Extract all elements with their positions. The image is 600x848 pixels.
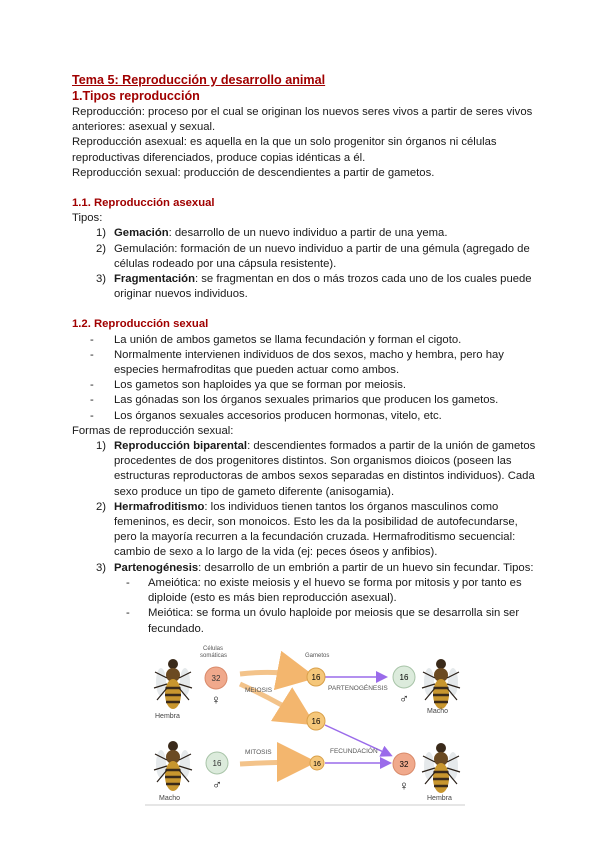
bullet-body <box>114 409 442 424</box>
svg-text:♂: ♂ <box>399 691 409 706</box>
list-item-line <box>114 226 447 241</box>
list-item <box>72 272 542 302</box>
bullet-dash: - <box>90 394 94 407</box>
document-title: Tema 5: Reproducción y desarrollo animal <box>72 73 326 87</box>
list-item <box>72 226 542 241</box>
list-item-text: : descendientes formados a partir de la unión de gametos <box>247 440 536 453</box>
bullet-line: Los gametos son haploides ya que se forman por meiosis. <box>114 379 406 392</box>
list-number: 2) <box>95 242 106 255</box>
label-hembra: Hembra <box>427 795 452 802</box>
paragraph-line: Reproducción sexual: producción de descendientes a partir de gametos. <box>72 166 435 179</box>
bullet-body <box>148 606 519 636</box>
bullet-body <box>148 576 522 606</box>
svg-text:FECUNDACIÓN: FECUNDACIÓN <box>330 748 378 755</box>
bee-hembra-icon <box>154 659 192 709</box>
bullet-line: Normalmente intervienen individuos de dos sexos, macho y hembra, pero hay <box>114 348 504 361</box>
bold-term: Partenogénesis <box>114 561 199 574</box>
list-item-line <box>114 242 530 257</box>
svg-text:16: 16 <box>313 761 321 768</box>
bullet-item <box>72 348 542 378</box>
svg-text:16: 16 <box>399 673 409 682</box>
list-item <box>72 561 542 576</box>
bullet-body <box>114 348 504 378</box>
bullet-body <box>114 333 461 348</box>
list-item-line: originar nuevos individuos. <box>114 288 248 301</box>
list-item-body <box>114 272 532 302</box>
svg-text:32: 32 <box>399 760 409 769</box>
bullet-dash: - <box>126 576 130 589</box>
svg-text:16: 16 <box>212 759 222 768</box>
tipos-label: Tipos: <box>72 212 103 225</box>
svg-text:♂: ♂ <box>212 777 222 792</box>
bullet-line: Las gónadas son los órganos sexuales primarios que producen los gametos. <box>114 394 499 407</box>
list-item <box>72 242 542 272</box>
formas-label: Formas de reproducción sexual: <box>72 424 234 437</box>
list-item-line: estructuras reproductoras de ambos sexos separadas en distintos individuos). Cada <box>114 470 535 483</box>
bold-term: Hermafroditismo <box>114 500 205 513</box>
bullet-line: Los órganos sexuales accesorios producen hormonas, vitelo, etc. <box>114 409 442 422</box>
sexual-bullets <box>72 333 542 424</box>
bullet-line: Meiótica: se forma un óvulo haploide por meiosis que se desarrolla sin ser <box>148 607 520 620</box>
svg-text:♀: ♀ <box>211 692 221 707</box>
bee-reproduction-figure <box>145 640 465 806</box>
list-item-line: procedentes de dos progenitores distintos. Son organismos dioicos (poseen las <box>114 455 512 468</box>
bullet-line: especies hermafroditas que pueden actuar como ambos. <box>114 364 400 377</box>
bullet-dash: - <box>126 607 130 620</box>
list-item-line <box>114 272 532 287</box>
svg-text:MITOSIS: MITOSIS <box>245 749 272 756</box>
list-item <box>72 500 542 561</box>
svg-text:16: 16 <box>311 673 321 682</box>
bullet-dash: - <box>90 333 94 346</box>
list-item-body <box>114 439 535 500</box>
label-macho: Macho <box>159 795 181 802</box>
bullet-item <box>72 606 542 636</box>
list-item-text: : desarrollo de un embrión a partir de un huevo sin fecundar. Tipos: <box>198 561 534 574</box>
list-item-line: sexo produce un tipo de gameto diferente (anisogamia). <box>114 485 395 498</box>
bold-term: Reproducción biparental <box>114 440 248 453</box>
list-item-line <box>114 561 533 576</box>
list-number: 1) <box>95 440 106 453</box>
bullet-dash: - <box>90 348 94 361</box>
list-item-line: pero la mayoría recurren a la fecundación cruzada. Hermafroditismo secuencial: <box>114 531 516 544</box>
list-item-body <box>114 242 530 272</box>
list-item-line: cambio de sexo a lo largo de la vida (ej: peces óseos y anfibios). <box>114 546 438 559</box>
bullet-item <box>72 576 542 606</box>
list-number: 3) <box>95 561 106 574</box>
bee-macho-icon <box>154 741 192 791</box>
paragraph-line: reproductivas diferenciados, produce copias idénticas a él. <box>72 151 366 164</box>
section-heading: 1.Tipos reproducción <box>72 89 200 103</box>
list-item-text: : se fragmentan en dos o más trozos cada uno de los cuales puede <box>194 273 532 286</box>
list-item-body <box>114 500 518 561</box>
bullet-item <box>72 333 542 348</box>
label-hembra: Hembra <box>155 713 180 720</box>
subsection-heading: 1.2. Reproducción sexual <box>72 318 209 331</box>
label-macho: Macho <box>427 708 449 715</box>
bullet-item <box>72 393 542 408</box>
bullet-line: La unión de ambos gametos se llama fecundación y forman el cigoto. <box>114 333 462 346</box>
list-number: 1) <box>95 227 106 240</box>
bullet-line: Ameiótica: no existe meiosis y el huevo se forma por mitosis y por tanto es <box>148 576 522 589</box>
list-item-body <box>114 226 447 241</box>
subsection-heading: 1.1. Reproducción asexual <box>72 197 215 210</box>
partenogenesis-sublist <box>72 576 542 637</box>
list-item-text: : desarrollo de un nuevo individuo a partir de una yema. <box>168 227 448 240</box>
svg-text:MEIOSIS: MEIOSIS <box>245 687 273 694</box>
list-item <box>72 439 542 500</box>
paragraph-line: anteriores: asexual y sexual. <box>72 121 216 134</box>
bullet-item <box>72 378 542 393</box>
bullet-item <box>72 409 542 424</box>
list-number: 2) <box>95 500 106 513</box>
svg-text:32: 32 <box>211 674 221 683</box>
svg-text:PARTENOGÉNESIS: PARTENOGÉNESIS <box>328 685 388 692</box>
bullet-dash: - <box>90 409 94 422</box>
bullet-body <box>114 393 498 408</box>
asexual-list <box>72 226 542 302</box>
svg-text:16: 16 <box>311 717 321 726</box>
paragraph-line: Reproducción asexual: es aquella en la que un solo progenitor sin órganos ni células <box>72 136 497 149</box>
bullet-body <box>114 378 406 393</box>
svg-text:Gametos: Gametos <box>305 653 330 659</box>
bee-macho-icon <box>422 659 460 709</box>
paragraph-line: Reproducción: proceso por el cual se originan los nuevos seres vivos a partir de seres vivos <box>72 106 533 118</box>
list-item-body <box>114 561 533 576</box>
svg-text:♀: ♀ <box>399 778 409 793</box>
bee-hembra-icon <box>422 743 460 793</box>
bold-term: Gemación <box>114 227 169 240</box>
list-item-line: células rodeado por una cápsula resistente). <box>114 257 337 270</box>
list-item-text: Gemulación: formación de un nuevo individuo a partir de una gémula (agregado de <box>114 242 530 255</box>
bullet-dash: - <box>90 379 94 392</box>
svg-text:somáticas: somáticas <box>200 653 228 659</box>
list-item-line: femeninos, es decir, son monoicos. Esto les da la posibilidad de autofecundarse, <box>114 516 518 529</box>
svg-text:Células: Células <box>203 646 224 652</box>
bullet-line: diploide (esto es más bien reproducción asexual). <box>148 592 397 605</box>
formas-list <box>72 439 542 576</box>
list-item-line <box>114 439 535 454</box>
section1-text <box>72 105 542 181</box>
list-item-line <box>114 500 518 515</box>
bullet-line: fecundado. <box>148 622 204 635</box>
list-item-text: : los individuos tienen tantos los órganos masculinos como <box>204 500 499 513</box>
bold-term: Fragmentación <box>114 273 195 286</box>
list-number: 3) <box>95 273 106 286</box>
